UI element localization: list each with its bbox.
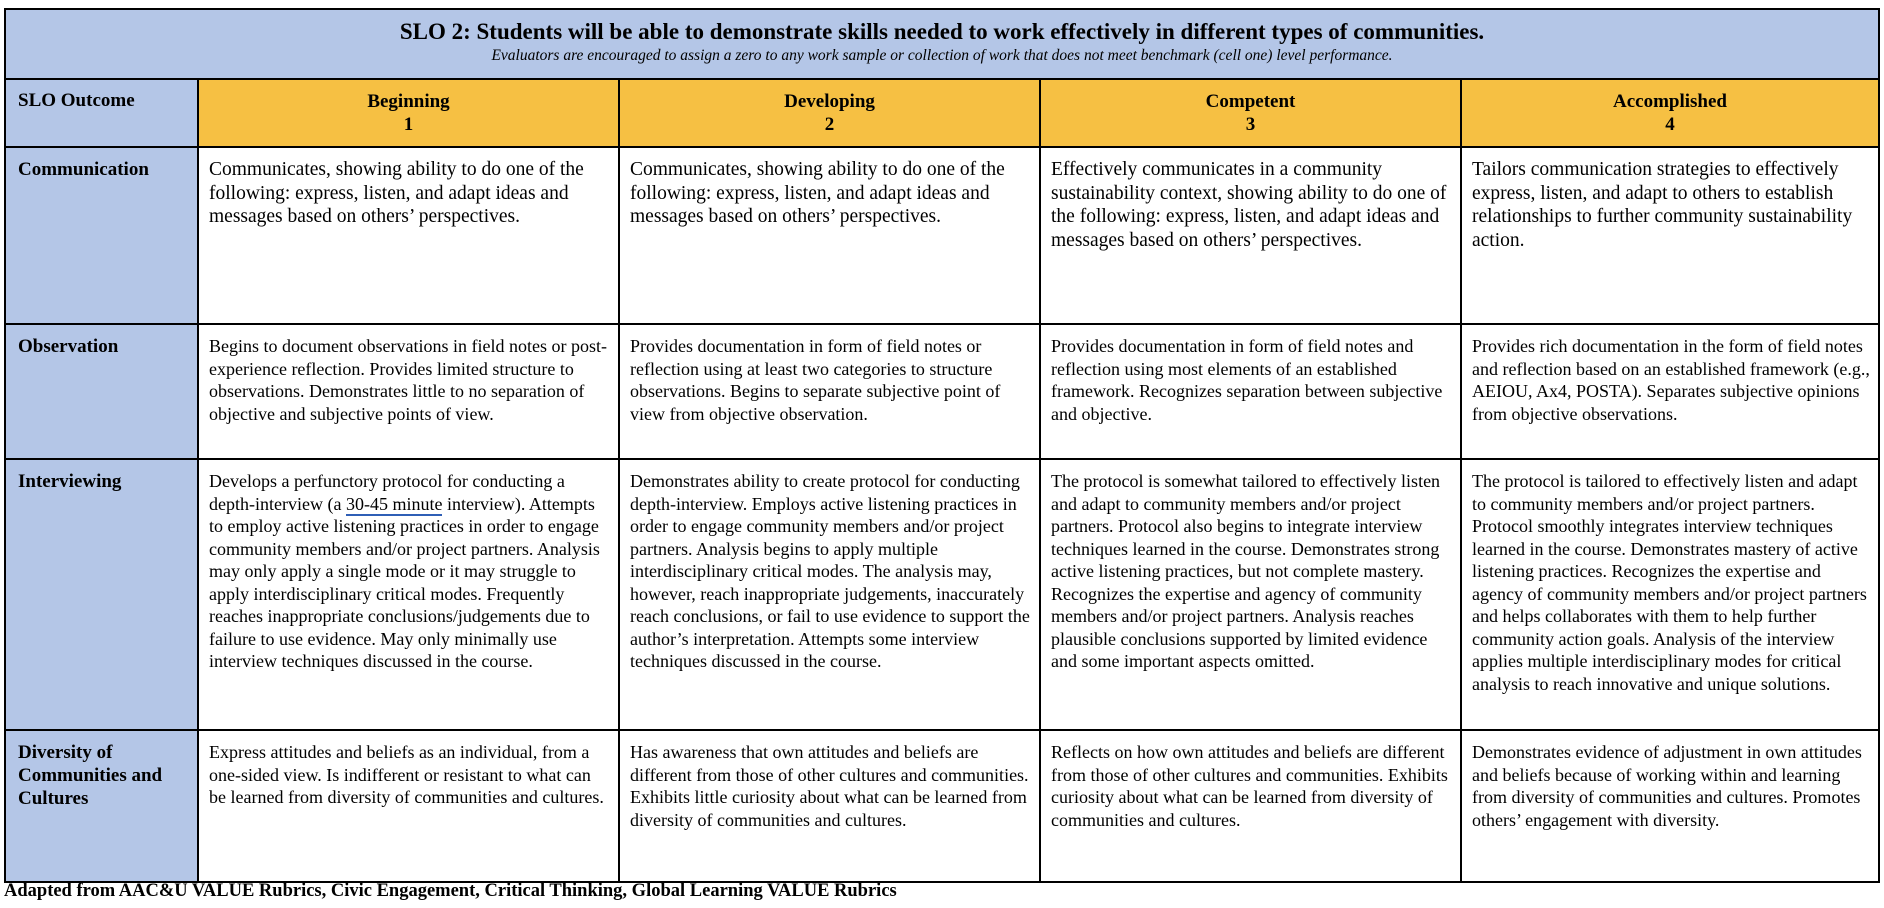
level-header-competent bbox=[1040, 79, 1461, 147]
criteria-cell bbox=[198, 459, 619, 730]
rubric-subtitle: Evaluators are encouraged to assign a zero to any work sample or collection of work that does not meet benchmark (cell one) level performance. bbox=[491, 47, 1393, 64]
footer-note: Adapted from AAC&U VALUE Rubrics, Civic Engagement, Critical Thinking, Global Learning VALUE Rubrics bbox=[4, 881, 897, 901]
criteria-cell: Has awareness that own attitudes and beliefs are different from those of other cultures and communities. Exhibits little curiosity about what can be learned from diversity of communities and cultures. bbox=[619, 730, 1040, 882]
criteria-cell: The protocol is somewhat tailored to effectively listen and adapt to community members and/or project partners. Protocol also begins to integrate interview techniques learned in the course. Demonstrates strong active listening practices, but not complete mastery. Recognizes the expertise and agency of community members and/or project partners. Analysis reaches plausible conclusions supported by limited evidence and some important aspects omitted. bbox=[1040, 459, 1461, 730]
rubric-title: SLO 2: Students will be able to demonstrate skills needed to work effectively in different types of communities. bbox=[399, 19, 1485, 44]
criteria-cell: Demonstrates ability to create protocol for conducting depth-interview. Employs active listening practices in order to engage community members and/or project partners. Analysis begins to apply multiple interdisciplinary critical modes. The analysis may, however, reach inappropriate judgements, inaccurately reach conclusions, or fail to use evidence to support the author’s interpretation. Attempts some interview techniques discussed in the course. bbox=[619, 459, 1040, 730]
criteria-cell: Provides documentation in form of field notes and reflection using most elements of an established framework. Recognizes separation between subjective and objective. bbox=[1040, 324, 1461, 459]
criteria-cell: Effectively communicates in a community sustainability context, showing ability to do one of the following: express, listen, and adapt ideas and messages based on others’ perspectives. bbox=[1040, 147, 1461, 324]
level-number: 2 bbox=[824, 114, 835, 135]
rubric-table bbox=[4, 8, 1880, 883]
level-name: Accomplished bbox=[1613, 91, 1727, 112]
level-header-beginning bbox=[198, 79, 619, 147]
criteria-cell: The protocol is tailored to effectively listen and adapt to community members and/or project partners. Protocol smoothly integrates interview techniques learned in the course. Demonstrates mastery of active listening practices. Recognizes the expertise and agency of community members and/or project partners and helps collaborates with them to help further community action goals. Analysis of the interview applies multiple interdisciplinary modes for critical analysis to reach innovative and unique solutions. bbox=[1461, 459, 1879, 730]
level-number: 1 bbox=[403, 114, 414, 135]
header-row bbox=[5, 79, 1879, 147]
level-header-developing bbox=[619, 79, 1040, 147]
title-row bbox=[5, 9, 1879, 79]
level-name: Beginning bbox=[367, 91, 450, 112]
level-name: Developing bbox=[784, 91, 875, 112]
criteria-cell: Communicates, showing ability to do one of the following: express, listen, and adapt ideas and messages based on others’ perspectives. bbox=[198, 147, 619, 324]
level-number: 4 bbox=[1665, 114, 1675, 135]
criteria-cell: Provides rich documentation in the form of field notes and reflection based on an established framework (e.g., AEIOU, Ax4, POSTA). Separates subjective opinions from objective observations. bbox=[1461, 324, 1879, 459]
criteria-cell: Begins to document observations in field notes or post-experience reflection. Provides limited structure to observations. Demonstrates little to no separation of objective and subjective points of view. bbox=[198, 324, 619, 459]
criteria-text: Develops a perfunctory protocol for conducting a depth-interview (a bbox=[209, 471, 565, 514]
criteria-cell: Reflects on how own attitudes and beliefs are different from those of other cultures and communities. Exhibits curiosity about what can be learned from diversity of communities and cultures. bbox=[1040, 730, 1461, 882]
criteria-cell: Provides documentation in form of field notes or reflection using at least two categories to structure observations. Begins to separate subjective point of view from objective observation. bbox=[619, 324, 1040, 459]
criteria-cell: Demonstrates evidence of adjustment in own attitudes and beliefs because of working within and learning from diversity of communities and cultures. Promotes others’ engagement with diversity. bbox=[1461, 730, 1879, 882]
criteria-cell: Express attitudes and beliefs as an individual, from a one-sided view. Is indifferent or resistant to what can be learned from diversity of communities and cultures. bbox=[198, 730, 619, 882]
level-name: Competent bbox=[1205, 91, 1296, 112]
row-observation bbox=[5, 324, 1879, 459]
outcome-header: SLO Outcome bbox=[5, 79, 198, 147]
criteria-cell: Tailors communication strategies to effectively express, listen, and adapt to others to establish relationships to further community sustainability action. bbox=[1461, 147, 1879, 324]
criteria-text: interview). Attempts to employ active listening practices in order to engage community members and/or project partners. Analysis may only apply a single mode or it may struggle to apply interdisciplinary critical modes. Frequently reaches inappropriate conclusions/judgements due to failure to use evidence. May only minimally use interview techniques discussed in the course. bbox=[209, 493, 600, 671]
level-number: 3 bbox=[1245, 114, 1256, 135]
row-interviewing bbox=[5, 459, 1879, 730]
outcome-label: Observation bbox=[5, 324, 198, 459]
title-cell bbox=[5, 9, 1879, 79]
underlined-duration: 30-45 minute bbox=[345, 493, 443, 514]
outcome-label: Interviewing bbox=[5, 459, 198, 730]
criteria-cell: Communicates, showing ability to do one of the following: express, listen, and adapt ideas and messages based on others’ perspectives. bbox=[619, 147, 1040, 324]
outcome-label: Communication bbox=[5, 147, 198, 324]
row-communication bbox=[5, 147, 1879, 324]
outcome-label: Diversity of Communities and Cultures bbox=[5, 730, 198, 882]
row-diversity bbox=[5, 730, 1879, 882]
level-header-accomplished bbox=[1461, 79, 1879, 147]
